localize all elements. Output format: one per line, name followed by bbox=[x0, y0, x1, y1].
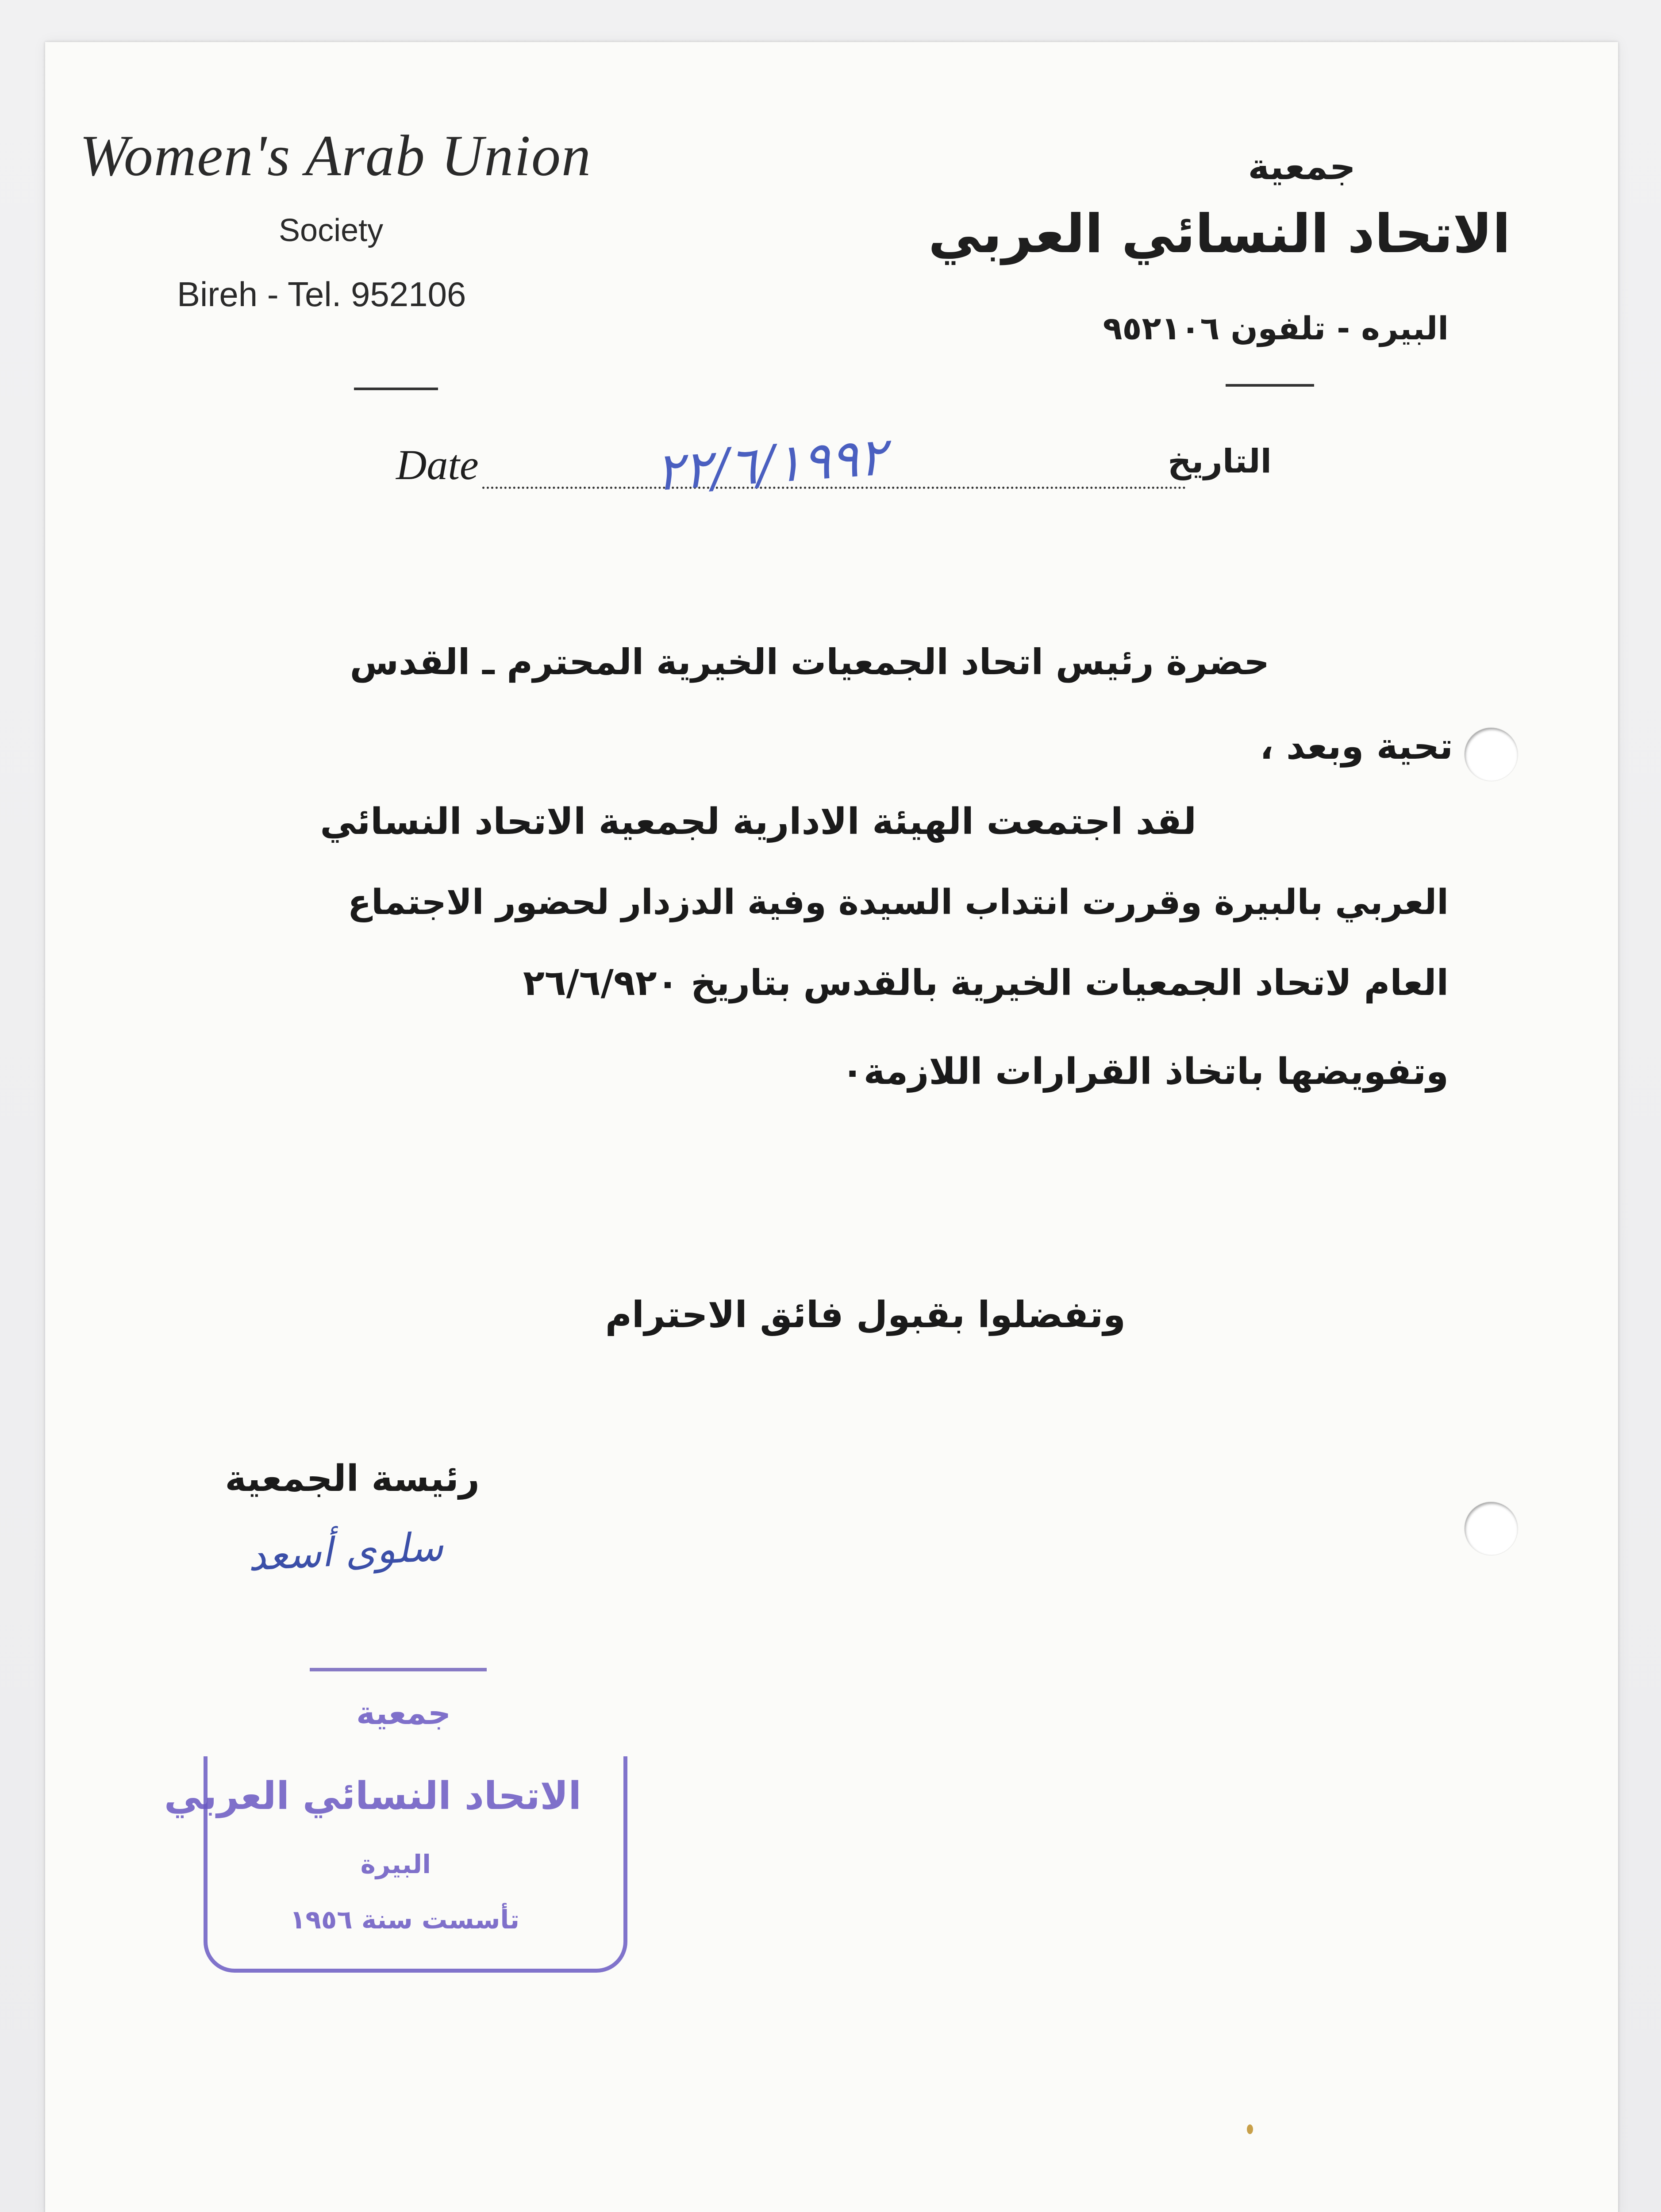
stamp-line-3: البيرة bbox=[360, 1849, 431, 1879]
letterhead-arabic-rule bbox=[1226, 384, 1314, 387]
closing-line: وتفضلوا بقبول فائق الاحترام bbox=[605, 1294, 1126, 1336]
handwritten-date: ٢٢/٦/١٩٩٢ bbox=[653, 426, 889, 503]
body-line-4: وتفويضها باتخاذ القرارات اللازمة٠ bbox=[841, 1051, 1449, 1093]
letterhead-english-rule bbox=[354, 388, 438, 390]
date-label-arabic: التاريخ bbox=[1168, 442, 1272, 480]
letterhead-english-society: Society bbox=[279, 213, 384, 248]
body-line-2: العربي بالبيرة وقررت انتداب السيدة وفية الدزدار لحضور الاجتماع bbox=[347, 883, 1449, 922]
handwritten-signature: سلوى أسعد bbox=[246, 1523, 445, 1580]
body-line-1: لقد اجتمعت الهيئة الادارية لجمعية الاتحاد النسائي bbox=[320, 801, 1196, 843]
letterhead-english-phone: Bireh - Tel. 952106 bbox=[177, 275, 466, 314]
letterhead-english-name: Women's Arab Union bbox=[80, 123, 592, 188]
letterhead-arabic-society: جمعية bbox=[1248, 146, 1356, 188]
stamp-line-4: تأسست سنة ١٩٥٦ bbox=[290, 1905, 519, 1935]
paper-spot bbox=[1247, 2124, 1253, 2134]
signature-title: رئيسة الجمعية bbox=[225, 1458, 480, 1500]
addressee-line: حضرة رئيس اتحاد الجمعيات الخيرية المحترم ـ القدس bbox=[350, 641, 1269, 683]
stamp-line-2: الاتحاد النسائي العربي bbox=[164, 1774, 581, 1818]
stamp-top-bar bbox=[310, 1668, 487, 1671]
date-label: Date bbox=[396, 441, 479, 488]
punch-hole-top bbox=[1465, 728, 1518, 781]
stamp-line-1: جمعية bbox=[356, 1694, 451, 1732]
greeting-line: تحية وبعد ، bbox=[1260, 726, 1453, 768]
letterhead-arabic-name: الاتحاد النسائي العربي bbox=[928, 204, 1511, 265]
body-line-3: العام لاتحاد الجمعيات الخيرية بالقدس بتاريخ ٢٦/٦/٩٢٠ bbox=[523, 962, 1449, 1003]
punch-hole-bottom bbox=[1465, 1502, 1518, 1555]
letterhead-arabic-phone: البيره - تلفون ٩٥٢١٠٦ bbox=[1103, 310, 1449, 347]
